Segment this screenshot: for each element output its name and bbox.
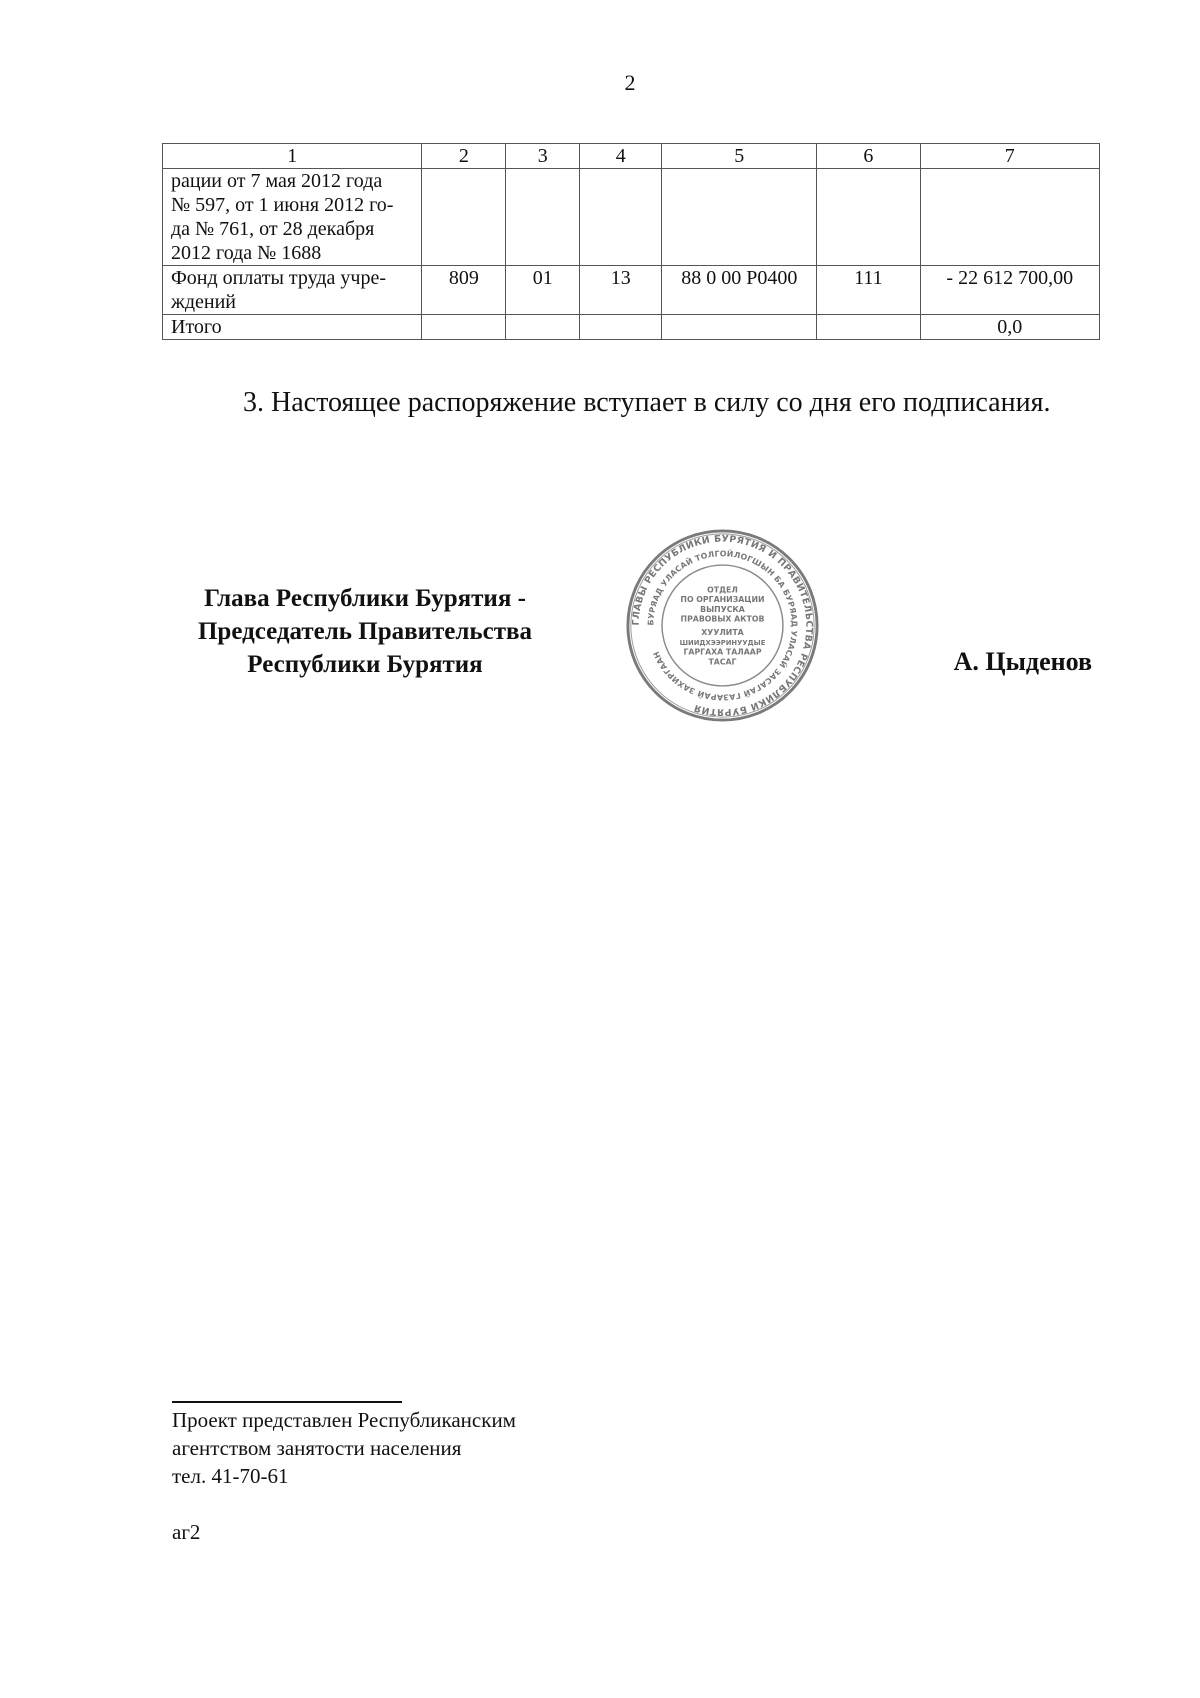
- footnote-line: Проект представлен Республиканским: [172, 1408, 516, 1432]
- table-cell: 0,0: [920, 315, 1099, 340]
- table-cell: 809: [422, 266, 506, 315]
- table-cell: [422, 169, 506, 266]
- footnote: [172, 1406, 516, 1490]
- table-cell: [422, 315, 506, 340]
- row-description: [163, 315, 422, 340]
- description-line: ждений: [171, 291, 236, 313]
- column-header: 1: [163, 144, 422, 169]
- signer-title-line: Председатель Правительства: [197, 618, 533, 645]
- description-line: Итого: [171, 316, 222, 338]
- signer-title-line: Глава Республики Бурятия -: [204, 585, 526, 612]
- column-header: 3: [506, 144, 580, 169]
- table-cell: [506, 169, 580, 266]
- table-cell: [662, 169, 817, 266]
- clause-3: 3. Настоящее распоряжение вступает в силу со дня его подписания.: [243, 387, 1051, 418]
- column-header: 4: [580, 144, 662, 169]
- table-cell: [817, 315, 920, 340]
- signer-title-line: Республики Бурятия: [247, 651, 483, 678]
- seal-center-line: ВЫПУСКА: [700, 604, 745, 614]
- signer-name: А. Цыденов: [953, 647, 1092, 676]
- document-code: аг2: [172, 1520, 201, 1544]
- description-line: 2012 года № 1688: [171, 242, 322, 264]
- table-row: [163, 169, 1100, 266]
- table-cell: 111: [817, 266, 920, 315]
- table-cell: [580, 169, 662, 266]
- table-cell: [817, 169, 920, 266]
- table-cell: [662, 315, 817, 340]
- column-header: 5: [662, 144, 817, 169]
- seal-center-line: ХУУЛИТА: [701, 628, 744, 638]
- column-header: 2: [422, 144, 506, 169]
- table-cell: [580, 315, 662, 340]
- footnote-line: агентством занятости населения: [172, 1436, 462, 1460]
- table-header-row: [163, 144, 1100, 169]
- column-header: 7: [920, 144, 1099, 169]
- table-cell: 88 0 00 P0400: [662, 266, 817, 315]
- seal-outer-text: ГЛАВЫ РЕСПУБЛИКИ БУРЯТИЯ И ПРАВИТЕЛЬСТВА РЕСПУБЛИКИ БУРЯТИЯ: [630, 533, 815, 718]
- svg-text:ГЛАВЫ РЕСПУБЛИКИ БУРЯТИЯ И ПРА: [631, 534, 815, 718]
- seal-center-line: ПРАВОВЫХ АКТОВ: [680, 614, 765, 624]
- table-cell: - 22 612 700,00: [920, 266, 1099, 315]
- budget-table: [162, 143, 1100, 340]
- column-header: 6: [817, 144, 920, 169]
- description-line: Фонд оплаты труда учре-: [171, 267, 387, 289]
- footnote-line: тел. 41-70-61: [172, 1464, 289, 1488]
- seal-center-line: ПО ОРГАНИЗАЦИИ: [680, 595, 765, 605]
- seal-center-line: ГАРГАХА ТАЛААР: [683, 647, 762, 657]
- table-cell: 01: [506, 266, 580, 315]
- table-cell: 13: [580, 266, 662, 315]
- footnote-divider: [172, 1401, 402, 1403]
- signer-title: [150, 582, 580, 681]
- row-description: [163, 169, 422, 266]
- table-row-total: [163, 315, 1100, 340]
- table-cell: [506, 315, 580, 340]
- description-line: да № 761, от 28 декабря: [171, 218, 375, 240]
- description-line: рации от 7 мая 2012 года: [171, 170, 383, 192]
- seal-inner-text: БУРЯАД УЛАСАЙ ТОЛГОЙЛОГШЫН БА БУРЯАД УЛАСАЙ ЗАСАГАЙ ГАЗАРАЙ ЗАХИРГААН: [646, 549, 799, 702]
- description-line: № 597, от 1 июня 2012 го-: [171, 194, 394, 216]
- seal-center-line: ТАСАГ: [708, 657, 737, 667]
- page-number: 2: [624, 70, 636, 95]
- seal-center-line: ШИИДХЭЭРИНУУДЫЕ: [679, 639, 766, 647]
- row-description: [163, 266, 422, 315]
- table-row: [163, 266, 1100, 315]
- svg-text:БУРЯАД УЛАСАЙ ТОЛГОЙЛОГШЫН БА: [646, 549, 799, 702]
- table-cell: [920, 169, 1099, 266]
- official-seal: [625, 528, 820, 723]
- seal-center-line: ОТДЕЛ: [707, 585, 738, 595]
